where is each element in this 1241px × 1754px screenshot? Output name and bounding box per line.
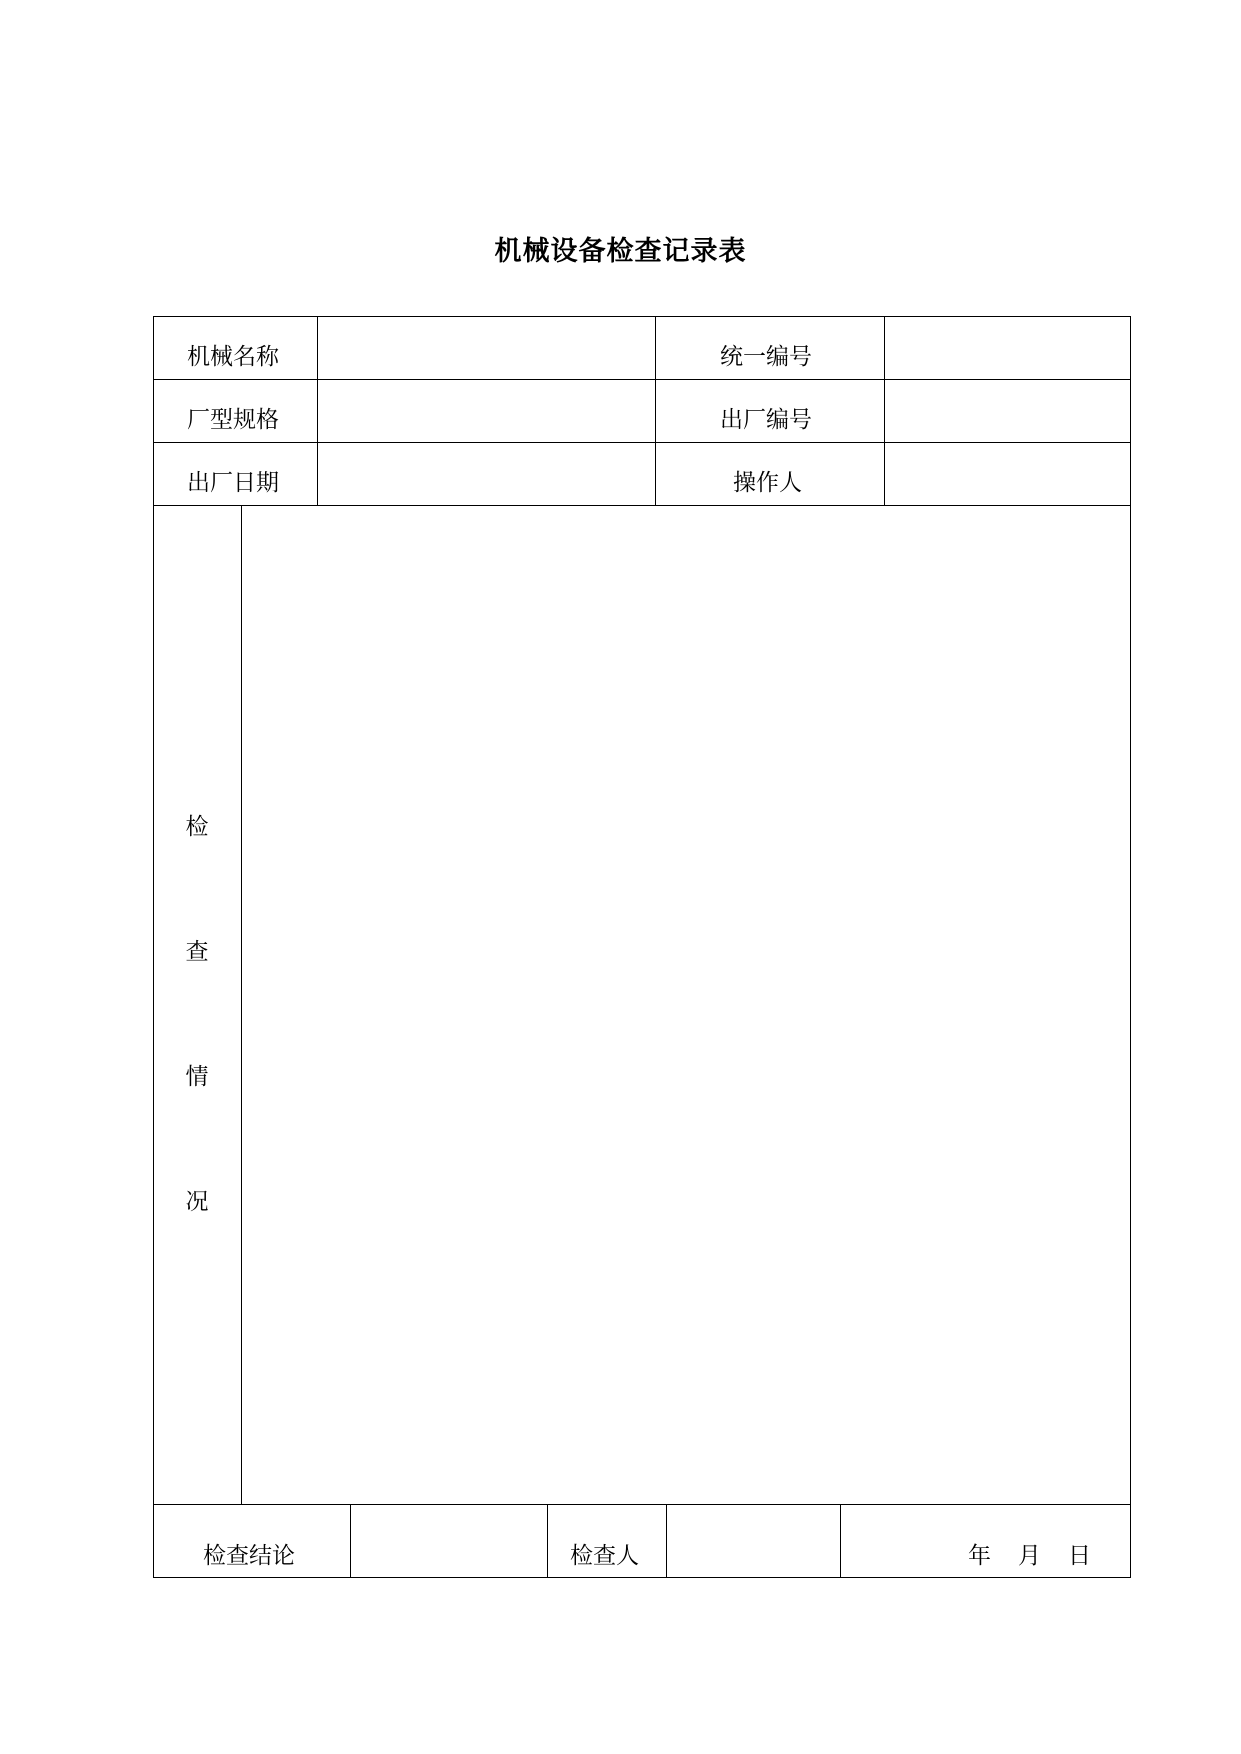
conclusion-field[interactable] xyxy=(351,1505,547,1577)
machine-name-field[interactable] xyxy=(318,317,655,379)
conclusion-label: 检查结论 xyxy=(203,1543,295,1569)
table-border-right xyxy=(1130,316,1131,1578)
inspector-field[interactable] xyxy=(667,1505,840,1577)
model-spec-label: 厂型规格 xyxy=(187,407,279,433)
column-divider xyxy=(655,316,656,506)
page-title: 机械设备检查记录表 xyxy=(494,236,747,267)
operator-label: 操作人 xyxy=(733,470,802,496)
month-label: 月 xyxy=(1018,1543,1041,1569)
table-border-left xyxy=(153,316,154,1578)
model-spec-field[interactable] xyxy=(318,380,655,442)
factory-date-field[interactable] xyxy=(318,443,655,505)
machine-name-label: 机械名称 xyxy=(187,344,279,370)
factory-number-label: 出厂编号 xyxy=(720,407,812,433)
table-border-bottom xyxy=(153,1577,1130,1578)
year-label: 年 xyxy=(968,1543,991,1569)
inspection-label-char: 查 xyxy=(185,939,209,965)
inspection-label-char: 况 xyxy=(185,1189,209,1215)
operator-field[interactable] xyxy=(885,443,1130,505)
column-divider xyxy=(547,1504,548,1578)
day-label: 日 xyxy=(1068,1543,1091,1569)
inspector-label: 检查人 xyxy=(570,1543,639,1569)
factory-number-field[interactable] xyxy=(885,380,1130,442)
inspection-label-char: 检 xyxy=(185,814,209,840)
inspection-label-char: 情 xyxy=(185,1064,209,1090)
inspection-details-area[interactable] xyxy=(242,506,1130,1504)
factory-date-label: 出厂日期 xyxy=(187,470,279,496)
unified-number-field[interactable] xyxy=(885,317,1130,379)
unified-number-label: 统一编号 xyxy=(720,344,812,370)
